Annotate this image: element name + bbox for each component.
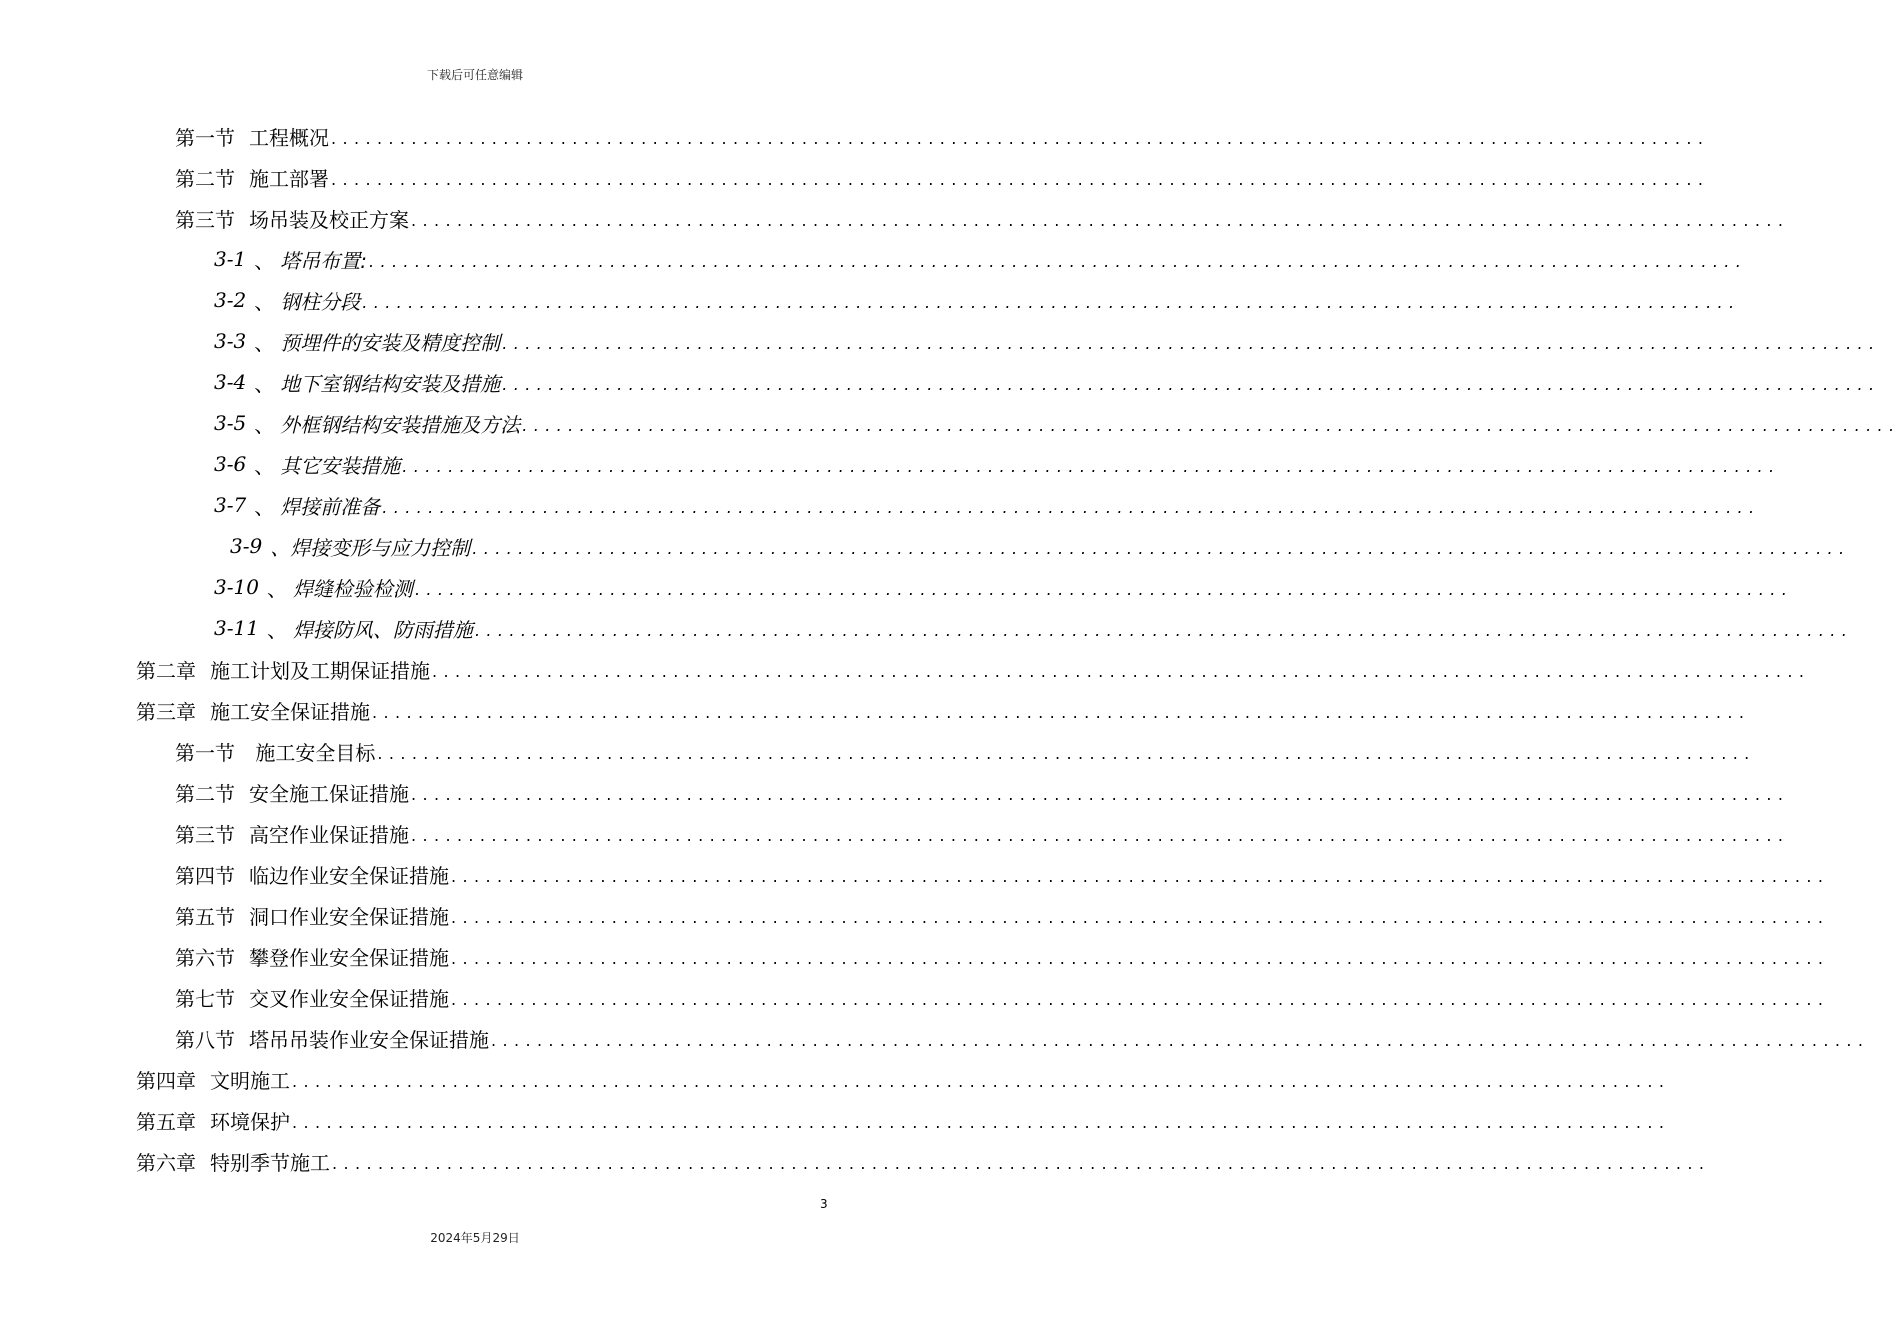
toc-entry[interactable] (214, 608, 1854, 648)
toc-entry[interactable] (214, 321, 1881, 361)
toc-entry-title: 特别季节施工 (210, 1150, 330, 1175)
toc-entry-separator: 、 (266, 617, 287, 642)
toc-entry-title: 施工安全保证措施 (210, 699, 370, 724)
toc-dot-leader: ........................................................................................................................ (451, 948, 1830, 968)
toc-dot-leader: ........................................................................................................................ (332, 1153, 1711, 1173)
toc-entry-number: 3-6 (214, 452, 247, 476)
toc-entry[interactable] (175, 116, 1710, 156)
toc-entry-number: 第五节 (175, 904, 235, 929)
toc-entry-title: 钢柱分段 (280, 289, 361, 314)
toc-entry-number: 3-7 (214, 493, 247, 517)
toc-dot-leader: ........................................................................................................................ (377, 743, 1756, 763)
page-number: 3 (820, 1197, 828, 1211)
toc-dot-leader: ........................................................................................................................ (402, 456, 1781, 476)
toc-entry-number: 第三章 (136, 699, 196, 724)
toc-dot-leader: ........................................................................................................................ (372, 702, 1751, 722)
toc-entry-number: 第二章 (136, 658, 196, 683)
toc-entry[interactable] (136, 690, 1751, 730)
toc-dot-leader: ........................................................................................................................ (451, 907, 1830, 927)
toc-entry-separator: 、 (254, 371, 275, 396)
toc-entry-title: 施工安全目标 (249, 740, 376, 765)
toc-entry-title: 工程概况 (249, 125, 329, 150)
toc-entry-number: 第五章 (136, 1109, 196, 1134)
toc-dot-leader: ........................................................................................................................ (411, 825, 1790, 845)
toc-entry[interactable] (214, 239, 1748, 279)
toc-entry-title: 焊接变形与应力控制 (290, 535, 471, 560)
toc-dot-leader: ........................................................................................................................ (451, 989, 1830, 1009)
toc-entry-number: 第七节 (175, 986, 235, 1011)
toc-dot-leader: ........................................................................................................................ (451, 866, 1830, 886)
toc-entry-number: 第一节 (175, 125, 235, 150)
toc-dot-leader: ........................................................................................................................ (331, 169, 1710, 189)
toc-entry-title: 地下室钢结构安装及措施 (280, 371, 501, 396)
toc-dot-leader: ........................................................................................................................ (491, 1030, 1870, 1050)
toc-entry-title: 塔吊布置: (280, 248, 367, 273)
toc-dot-leader: ........................................................................................................................ (432, 661, 1811, 681)
toc-entry[interactable] (175, 772, 1790, 812)
toc-entry[interactable] (214, 403, 1901, 443)
toc-entry-number: 第一节 (175, 740, 235, 765)
toc-entry-number: 3-11 (214, 616, 259, 640)
toc-entry-title: 文明施工 (210, 1068, 290, 1093)
toc-dot-leader: ........................................................................................................................ (368, 251, 1748, 271)
toc-entry-number: 3-9 (230, 534, 263, 558)
toc-entry-number: 3-3 (214, 329, 247, 353)
toc-entry-number: 3-10 (214, 575, 259, 599)
toc-entry-title: 临边作业安全保证措施 (249, 863, 449, 888)
toc-entry[interactable] (175, 813, 1790, 853)
toc-entry[interactable] (136, 1141, 1711, 1181)
toc-entry[interactable] (214, 280, 1741, 320)
toc-entry-title: 施工计划及工期保证措施 (210, 658, 430, 683)
toc-dot-leader: ........................................................................................................................ (292, 1112, 1671, 1132)
toc-entry-number: 第六节 (175, 945, 235, 970)
toc-entry[interactable] (175, 936, 1830, 976)
toc-entry-separator: 、 (270, 535, 291, 560)
toc-entry[interactable] (136, 1059, 1671, 1099)
toc-entry[interactable] (175, 198, 1790, 238)
toc-entry-number: 第六章 (136, 1150, 196, 1175)
toc-entry-title: 焊缝检验检测 (292, 576, 413, 601)
toc-entry-separator: 、 (254, 412, 275, 437)
toc-entry-title: 焊接前准备 (280, 494, 381, 519)
toc-entry-separator: 、 (266, 576, 287, 601)
toc-entry[interactable] (175, 895, 1830, 935)
toc-entry-number: 3-5 (214, 411, 247, 435)
toc-dot-leader: ........................................................................................................................ (502, 333, 1881, 353)
toc-dot-leader: ........................................................................................................................ (411, 210, 1790, 230)
toc-dot-leader: ........................................................................................................................ (362, 292, 1741, 312)
toc-entry-title: 塔吊吊装作业安全保证措施 (249, 1027, 489, 1052)
toc-entry[interactable] (175, 1018, 1870, 1058)
toc-entry[interactable] (175, 731, 1756, 771)
page-footer-date: 2024年5月29日 (430, 1231, 520, 1245)
toc-entry-title: 安全施工保证措施 (249, 781, 409, 806)
toc-entry-number: 3-4 (214, 370, 247, 394)
toc-entry-number: 3-2 (214, 288, 247, 312)
toc-entry-number: 第三节 (175, 822, 235, 847)
toc-dot-leader: ........................................................................................................................ (522, 415, 1901, 435)
toc-entry-title: 施工部署 (249, 166, 329, 191)
toc-entry-separator: 、 (254, 494, 275, 519)
toc-entry[interactable] (214, 444, 1781, 484)
toc-entry-separator: 、 (254, 248, 275, 273)
toc-entry[interactable] (214, 567, 1794, 607)
toc-dot-leader: ........................................................................................................................ (472, 538, 1851, 558)
toc-entry[interactable] (175, 157, 1710, 197)
toc-entry[interactable] (175, 854, 1830, 894)
toc-entry-separator: 、 (254, 289, 275, 314)
toc-entry-number: 第二节 (175, 781, 235, 806)
toc-entry-title: 攀登作业安全保证措施 (249, 945, 449, 970)
toc-entry-title: 外框钢结构安装措施及方法 (280, 412, 521, 437)
toc-dot-leader: ........................................................................................................................ (331, 128, 1710, 148)
toc-entry-title: 其它安装措施 (280, 453, 401, 478)
toc-entry-title: 高空作业保证措施 (249, 822, 409, 847)
toc-entry[interactable] (136, 1100, 1671, 1140)
toc-entry-title: 预埋件的安装及精度控制 (280, 330, 501, 355)
toc-dot-leader: ........................................................................................................................ (414, 579, 1794, 599)
toc-entry-separator: 、 (254, 330, 275, 355)
toc-entry-number: 第四节 (175, 863, 235, 888)
toc-entry[interactable] (136, 649, 1811, 689)
toc-entry-number: 第二节 (175, 166, 235, 191)
toc-entry-title: 洞口作业安全保证措施 (249, 904, 449, 929)
page-header: 下载后可任意编辑 (426, 68, 523, 82)
toc-dot-leader: ........................................................................................................................ (502, 374, 1881, 394)
toc-dot-leader: ........................................................................................................................ (292, 1071, 1671, 1091)
toc-entry-number: 第三节 (175, 207, 235, 232)
toc-entry[interactable] (230, 526, 1851, 566)
toc-entry-title: 场吊装及校正方案 (249, 207, 409, 232)
toc-entry-number: 第八节 (175, 1027, 235, 1052)
toc-dot-leader: ........................................................................................................................ (474, 620, 1854, 640)
toc-entry-title: 焊接防风、防雨措施 (292, 617, 473, 642)
toc-dot-leader: ........................................................................................................................ (411, 784, 1790, 804)
toc-entry-title: 交叉作业安全保证措施 (249, 986, 449, 1011)
toc-entry-number: 第四章 (136, 1068, 196, 1093)
toc-entry-separator: 、 (254, 453, 275, 478)
toc-entry[interactable] (214, 362, 1881, 402)
toc-entry[interactable] (175, 977, 1830, 1017)
toc-entry-number: 3-1 (214, 247, 247, 271)
toc-entry[interactable] (214, 485, 1761, 525)
toc-entry-title: 环境保护 (210, 1109, 290, 1134)
toc-dot-leader: ........................................................................................................................ (382, 497, 1761, 517)
